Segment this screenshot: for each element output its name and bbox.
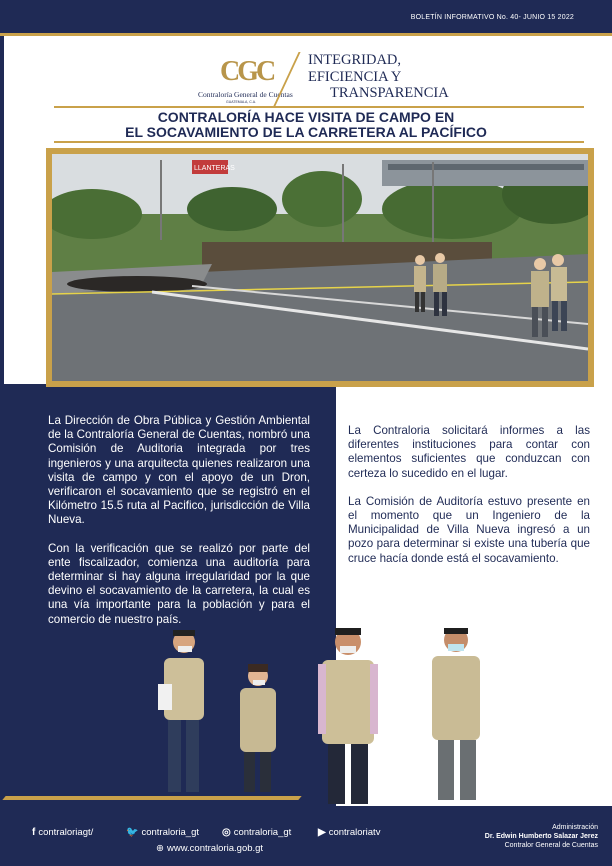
logo-mark: CGC bbox=[220, 56, 274, 87]
article-left-column bbox=[48, 414, 310, 641]
paragraph: La Dirección de Obra Pública y Gestión Ambiental de la Contraloría General de Cuentas, nombró una Comisión de Auditoria integrada por tres ingenieros y una arquitecta quienes realizaron una visita de campo y con el apoyo de un Dron, verificaron el socavamiento que se registró en el Kilómetro 15.5 ruta al Pacifico, jurisdicción de Villa Nueva. bbox=[48, 414, 310, 527]
admin-label: Administración bbox=[552, 824, 598, 831]
headline bbox=[0, 110, 612, 140]
footer-gold-accent bbox=[2, 796, 301, 800]
admin-title: Contralor General de Cuentas bbox=[504, 842, 598, 849]
globe-icon: ⊕ bbox=[156, 843, 164, 854]
audit-team-photo bbox=[150, 624, 510, 808]
instagram-link[interactable] bbox=[222, 827, 291, 838]
headline-line-2: EL SOCAVAMIENTO DE LA CARRETERA AL PACÍFICO bbox=[125, 124, 487, 140]
motto-line-1: INTEGRIDAD, bbox=[308, 52, 402, 68]
motto-line-2: EFICIENCIA Y bbox=[308, 68, 402, 85]
motto bbox=[308, 52, 449, 102]
facebook-handle: contraloriagt/ bbox=[38, 827, 94, 838]
bulletin-number: BOLETÍN INFORMATIVO No. 40- JUNIO 15 2022 bbox=[410, 14, 574, 21]
facebook-link[interactable] bbox=[32, 827, 93, 838]
paragraph: La Comisión de Auditoría estuvo presente en el momento que un Ingeniero de la Municipalidad de Villa Nueva ingresó a un pozo para determinar si existe una tubería que cruce hacía donde está el socavamiento. bbox=[348, 494, 590, 565]
youtube-icon: ▶ bbox=[318, 827, 326, 838]
headline-rule-top bbox=[54, 106, 584, 108]
header bbox=[0, 40, 612, 110]
paragraph: Con la verificación que se realizó por parte del ente fiscalizador, comienza una auditoría para determinar si hay alguna irregularidad por la que devino el socavamiento de la carretera, la cual es una vía importante para la población y para el comercio de nuestro país. bbox=[48, 541, 310, 626]
youtube-link[interactable] bbox=[318, 827, 380, 838]
logo-sub: GUATEMALA, C.A. bbox=[226, 100, 257, 104]
headline-rule-bottom bbox=[54, 141, 584, 143]
website-link[interactable] bbox=[156, 843, 263, 854]
paragraph: La Contraloria solicitará informes a las diferentes instituciones para contar con elementos suficientes que conduzcan con certeza lo sucedido en el lugar. bbox=[348, 424, 590, 480]
photo-sign-text: LLANTERAS bbox=[194, 165, 235, 172]
headline-line-1: CONTRALORÍA HACE VISITA DE CAMPO EN bbox=[157, 109, 455, 125]
team-member-2 bbox=[240, 664, 276, 792]
team-member-3 bbox=[318, 628, 378, 804]
gold-divider bbox=[0, 33, 612, 36]
article-right-column bbox=[348, 424, 590, 580]
footer bbox=[0, 806, 612, 866]
website-url: www.contraloria.gob.gt bbox=[166, 843, 264, 854]
top-bar bbox=[0, 0, 612, 33]
instagram-handle: contraloria_gt bbox=[233, 827, 292, 838]
instagram-icon: ◎ bbox=[222, 827, 231, 838]
youtube-handle: contraloriatv bbox=[328, 827, 381, 838]
road-sinkhole-photo bbox=[52, 154, 588, 381]
motto-line-3: TRANSPARENCIA bbox=[330, 85, 449, 101]
team-member-4 bbox=[432, 628, 480, 800]
facebook-icon: f bbox=[32, 827, 36, 838]
logo-name: Contraloría General de Cuentas bbox=[198, 90, 293, 99]
twitter-handle: contraloria_gt bbox=[141, 827, 200, 838]
twitter-icon: 🐦 bbox=[126, 827, 139, 838]
team-member-1 bbox=[158, 630, 204, 792]
admin-name: Dr. Edwin Humberto Salazar Jerez bbox=[484, 833, 598, 840]
administration-credit bbox=[485, 823, 598, 850]
cgc-logo bbox=[198, 56, 308, 106]
twitter-link[interactable] bbox=[126, 827, 199, 838]
